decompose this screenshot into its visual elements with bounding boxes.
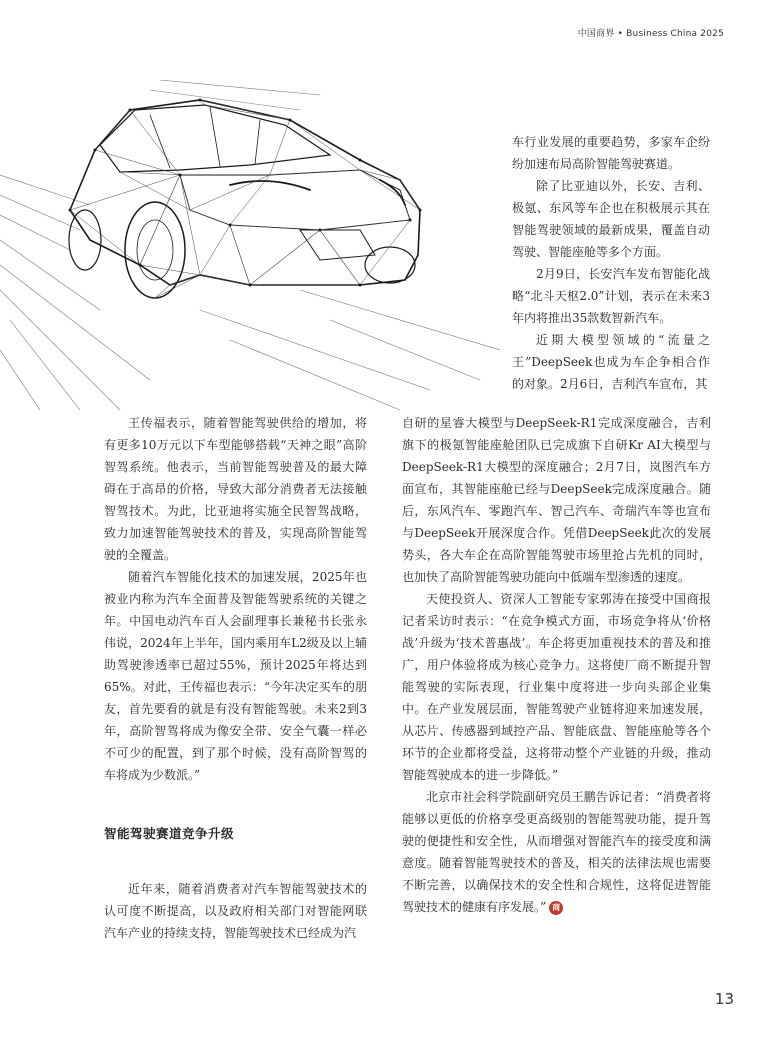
left-column bbox=[104, 412, 367, 944]
paragraph: 天使投资人、资深人工智能专家郭涛在接受中国商报记者采访时表示：“在竞争模式方面，市场竞争将从‘价格战’升级为‘技术普惠战’。车企将更加重视技术的普及和推广，用户体验将成为核心竞争力。这将使厂商不断提升智能驾驶的实际表现，行业集中度将进一步向头部企业集中。在产业发展层面，智能驾驶产业链将迎来加速发展，从芯片、传感器到域控产品、智能底盘、智能座舱等各个环节的企业都将受益，这将带动整个产业链的升级，推动智能驾驶成本的进一步降低。” bbox=[402, 592, 711, 782]
paragraph: 近年来，随着消费者对汽车智能驾驶技术的认可度不断提高，以及政府相关部门对智能网联汽车产业的持续支持，智能驾驶技术已经成为汽 bbox=[104, 882, 367, 940]
paragraph-text: 北京市社会科学院副研究员王鹏告诉记者：“消费者将能够以更低的价格享受更高级别的智能驾驶功能，提升驾驶的便捷性和安全性，从而增强对智能汽车的接受度和满意度。随着智能驾驶技术的普及，相关的法律法规也需要不断完善，以确保技术的安全性和合规性，这将促进智能驾驶技术的健康有序发展。” bbox=[402, 790, 711, 914]
paragraph: 车行业发展的重要趋势，多家车企纷纷加速布局高阶智能驾驶赛道。 bbox=[512, 135, 710, 171]
paragraph: 王传福表示，随着智能驾驶供给的增加，将有更多10万元以下车型能够搭载“天神之眼”高阶智驾系统。他表示，当前智能驾驶普及的最大障碍在于高昂的价格，导致大部分消费者无法接触智驾技术。为此，比亚迪将实施全民智驾战略，致力加速智能驾驶技术的普及，实现高阶智能驾驶的全覆盖。 bbox=[104, 416, 367, 562]
paragraph: 随着汽车智能化技术的加速发展，2025年也被业内称为汽车全面普及智能驾驶系统的关键之年。中国电动汽车百人会副理事长兼秘书长张永伟说，2024年上半年，国内乘用车L2级及以上辅助驾驶渗透率已超过55%，预计2025年将达到65%。对此，王传福也表示：“今年决定买车的朋友，首先要看的就是有没有智能驾驶。未来2到3年，高阶智驾将成为像安全带、安全气囊一样必不可少的配置，到了那个时候，没有高阶智驾的车将成为少数派。” bbox=[104, 570, 367, 782]
wireframe-car-illustration bbox=[0, 80, 500, 410]
paragraph bbox=[402, 786, 711, 918]
running-header: 中国商界 • Business China 2025 bbox=[577, 29, 724, 39]
paragraph: 2月9日，长安汽车发布智能化战略“北斗天枢2.0”计划，表示在未来3年内将推出35款数智新汽车。 bbox=[512, 267, 710, 325]
paragraph: 自研的星睿大模型与DeepSeek-R1完成深度融合，吉利旗下的极氪智能座舱团队已完成旗下自研Kr AI大模型与DeepSeek-R1大模型的深度融合；2月7日，岚图汽车方面宣布，其智能座舱已经与DeepSeek完成深度融合。随后，东风汽车、零跑汽车、智己汽车、奇瑞汽车等也宣布与DeepSeek开展深度合作。凭借DeepSeek此次的发展势头，各大车企在高阶智能驾驶市场里抢占先机的同时，也加快了高阶智能驾驶功能向中低端车型渗透的速度。 bbox=[402, 416, 711, 584]
paragraph: 除了比亚迪以外，长安、吉利、极氪、东风等车企也在积极展示其在智能驾驶领域的最新成果，覆盖自动驾驶、智能座舱等多个方面。 bbox=[512, 179, 710, 259]
right-column-top bbox=[512, 131, 710, 395]
page-number: 13 bbox=[714, 990, 734, 1008]
section-heading: 智能驾驶赛道竞争升级 bbox=[104, 826, 235, 841]
right-column bbox=[402, 412, 711, 918]
paragraph: 近期大模型领域的“流量之王”DeepSeek也成为车企争相合作的对象。2月6日，吉利汽车宣布，其 bbox=[512, 333, 710, 391]
end-of-article-icon: 商 bbox=[549, 901, 563, 915]
